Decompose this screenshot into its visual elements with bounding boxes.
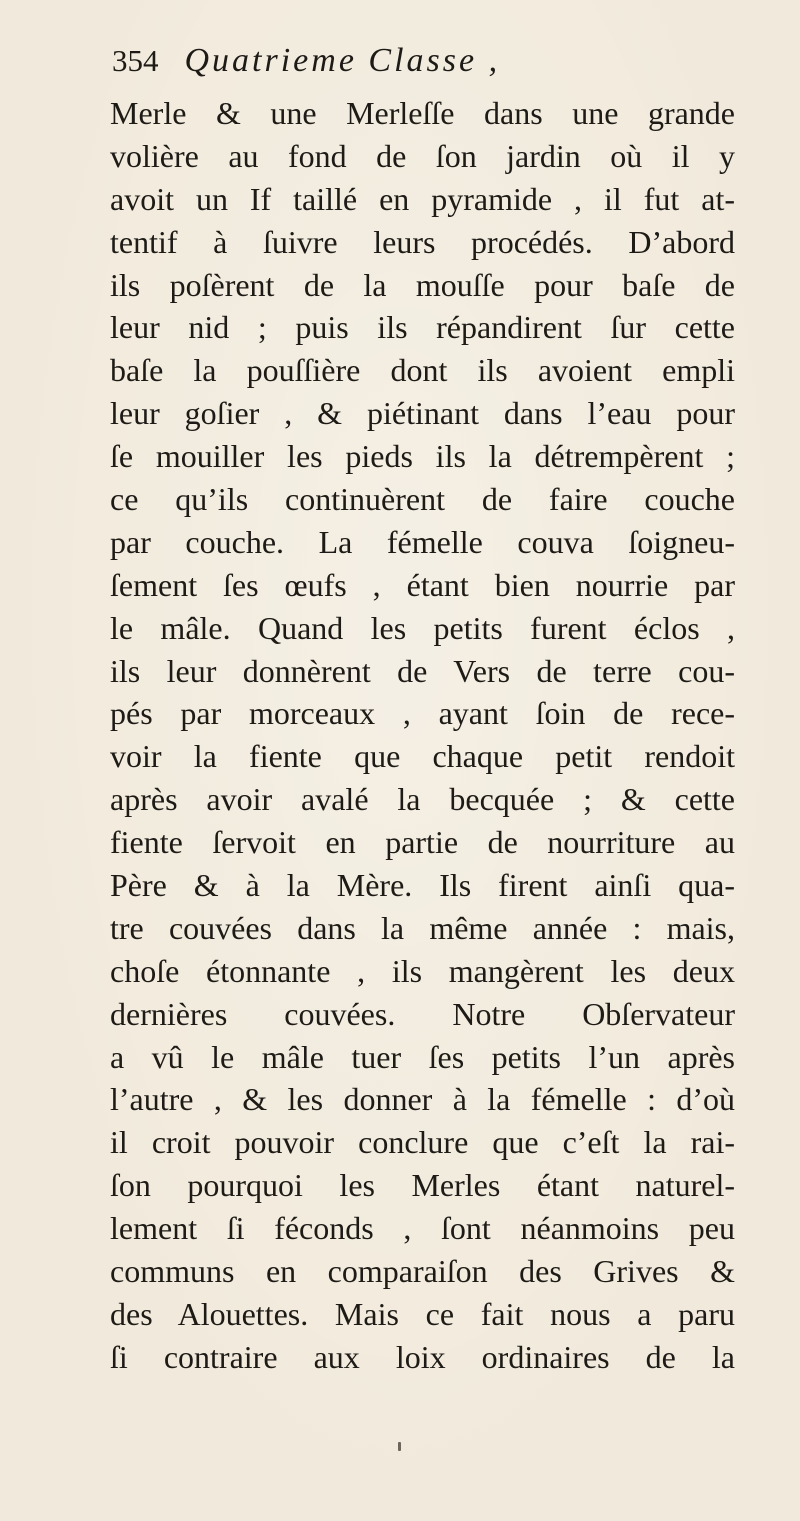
text-line: Père & à la Mère. Ils firent ainſi qua- [110,867,735,904]
text-line: voir la fiente que chaque petit rendoit [110,738,735,775]
text-line: choſe étonnante , ils mangèrent les deux [110,952,735,989]
text-line: dernières couvées. Notre Obſervateur [110,995,735,1032]
text-line: par couche. La fémelle couva ſoigneu- [110,523,735,560]
text-line: ce qu’ils continuèrent de faire couche [110,481,735,518]
text-line: volière au fond de ſon jardin où il y [110,137,735,174]
page-number: 354 [112,43,159,78]
text-line: baſe la pouſſière dont ils avoient empli [110,352,735,389]
text-line: ſe mouiller les pieds ils la détrempèrent ; [110,438,735,475]
text-line: ils leur donnèrent de Vers de terre cou- [110,652,735,689]
text-line: pés par morceaux , ayant ſoin de rece- [110,695,735,732]
text-line: communs en comparaiſon des Grives & [110,1253,735,1290]
text-line: tentif à ſuivre leurs procédés. D’abord [110,223,735,260]
text-line: après avoir avalé la becquée ; & cette [110,781,735,818]
text-line: a vû le mâle tuer ſes petits l’un après [110,1038,735,1075]
text-line: Merle & une Merleſſe dans une grande [110,95,735,131]
text-line: fiente ſervoit en partie de nourriture au [110,824,735,861]
text-line: ils poſèrent de la mouſſe pour baſe de [110,266,735,303]
text-line: ſon pourquoi les Merles étant naturel- [110,1167,735,1204]
text-line: des Alouettes. Mais ce fait nous a paru [110,1295,735,1332]
text-line: leur goſier , & piétinant dans l’eau pour [110,395,735,432]
text-line: ſi contraire aux loix ordinaires de la [110,1338,735,1375]
ink-speck [398,1442,401,1451]
body-text [110,92,735,1379]
text-line: ſement ſes œufs , étant bien nourrie par [110,566,735,603]
text-line: avoit un If taillé en pyramide , il fut at- [110,180,735,217]
text-line: tre couvées dans la même année : mais, [110,909,735,946]
text-line: le mâle. Quand les petits furent éclos , [110,609,735,646]
text-line: leur nid ; puis ils répandirent ſur cette [110,309,735,346]
text-line: lement ſi féconds , ſont néanmoins peu [110,1210,735,1247]
text-line: l’autre , & les donner à la fémelle : d’où [110,1081,735,1118]
text-line: il croit pouvoir conclure que c’eſt la rai- [110,1124,735,1161]
running-head [112,42,712,88]
running-title: Quatrieme Classe , [184,42,501,79]
